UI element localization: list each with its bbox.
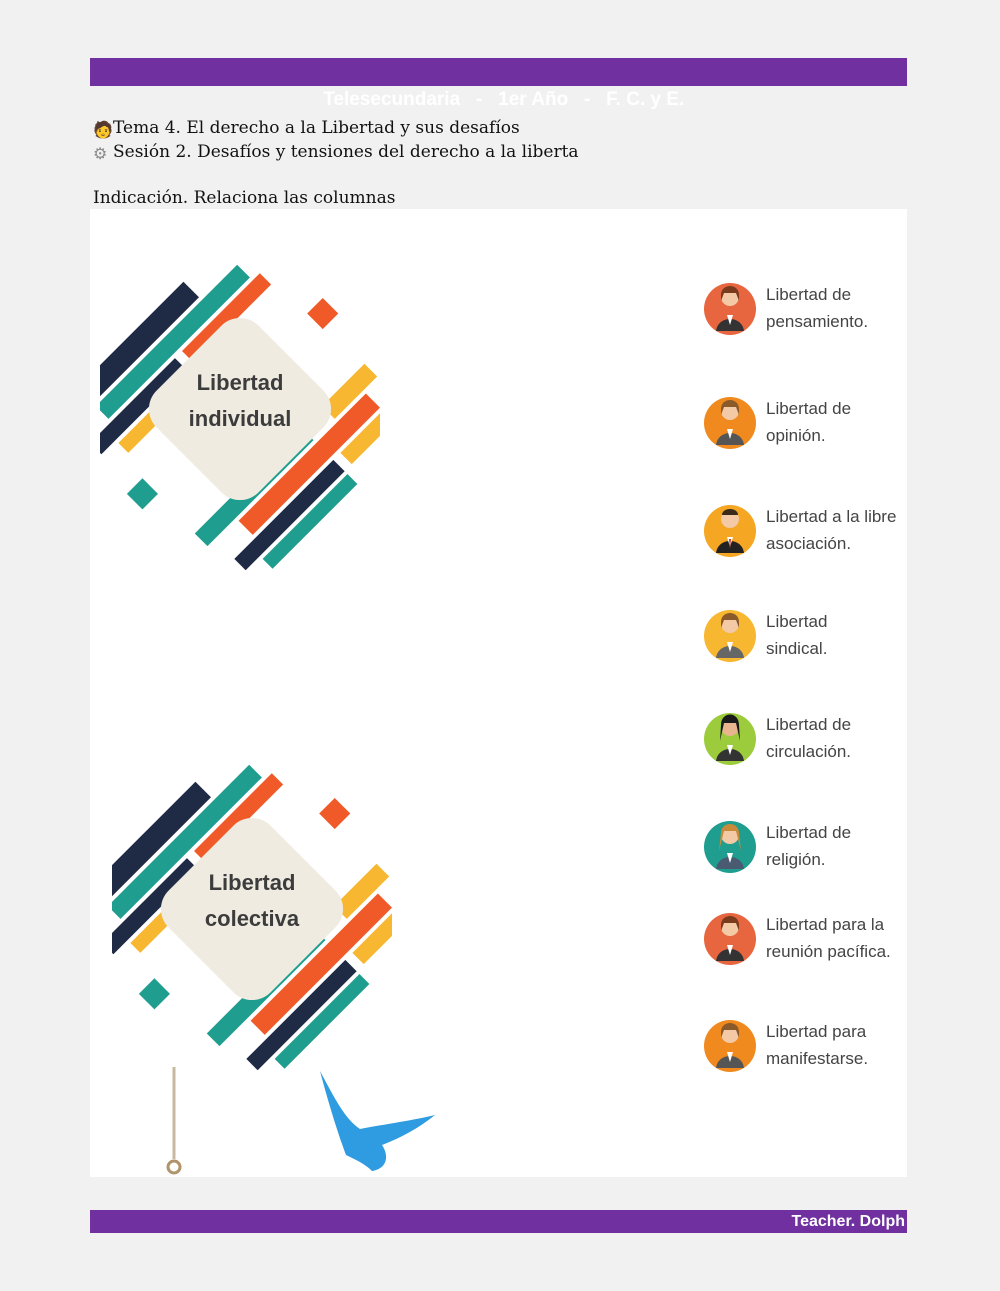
- gear-icon: ⚙: [93, 144, 108, 163]
- item-label-line1: Libertad para: [766, 1022, 867, 1041]
- dove-decoration: [150, 1059, 450, 1177]
- tema-line: [93, 118, 520, 139]
- list-item[interactable]: [702, 901, 902, 973]
- item-label-line1: Libertad a la libre: [766, 507, 897, 526]
- list-item[interactable]: [702, 385, 902, 457]
- item-label-line2: religión.: [766, 850, 826, 869]
- item-label-line2: sindical.: [766, 639, 828, 658]
- item-label-line2: manifestarse.: [766, 1049, 869, 1068]
- item-label-line1: Libertad para la: [766, 915, 885, 934]
- item-label-line2: asociación.: [766, 534, 852, 553]
- item-label: [766, 608, 906, 662]
- item-label-line1: Libertad de: [766, 715, 852, 734]
- list-item[interactable]: [702, 493, 902, 565]
- list-item[interactable]: [702, 271, 902, 343]
- avatar-icon: [702, 701, 758, 773]
- item-label-line2: pensamiento.: [766, 312, 869, 331]
- liberties-list: [702, 209, 902, 1177]
- list-item[interactable]: [702, 598, 902, 670]
- graduate-emoji-icon: 🧑: [93, 120, 113, 139]
- indicacion-text: Indicación. Relaciona las columnas: [93, 188, 396, 208]
- item-label-line1: Libertad de: [766, 285, 852, 304]
- avatar-icon: [702, 809, 758, 881]
- footer-bar: [90, 1210, 907, 1233]
- diamond-label-line1: Libertad: [208, 870, 296, 895]
- item-label-line1: Libertad de: [766, 399, 852, 418]
- item-label-line2: circulación.: [766, 742, 852, 761]
- activity-area: [90, 209, 907, 1177]
- item-label-line2: opinión.: [766, 426, 826, 445]
- diamond-label-line2: individual: [188, 406, 292, 431]
- avatar-icon: [702, 901, 758, 973]
- avatar-icon: [702, 493, 758, 565]
- tema-text: Tema 4. El derecho a la Libertad y sus desafíos: [113, 118, 520, 138]
- item-label: [766, 819, 906, 873]
- item-label-line1: Libertad: [766, 612, 828, 631]
- item-label-line2: reunión pacífica.: [766, 942, 891, 961]
- header-bar: [90, 58, 907, 110]
- item-label-line1: Libertad de: [766, 823, 852, 842]
- list-item[interactable]: [702, 1008, 902, 1080]
- header-title: Telesecundaria - 1er Año - F. C. y E.: [323, 89, 685, 110]
- diamond-colectiva[interactable]: [112, 739, 392, 1079]
- item-label: [766, 1018, 906, 1072]
- avatar-icon: [702, 271, 758, 343]
- item-label: [766, 711, 906, 765]
- item-label: [766, 911, 906, 965]
- avatar-icon: [702, 385, 758, 457]
- sesion-line: [93, 142, 579, 163]
- item-label: [766, 281, 906, 335]
- item-label: [766, 395, 906, 449]
- diamond-label-line2: colectiva: [204, 906, 300, 931]
- diamond-label-line1: Libertad: [196, 370, 284, 395]
- item-label: [766, 503, 906, 557]
- diamond-individual[interactable]: [100, 239, 380, 579]
- avatar-icon: [702, 1008, 758, 1080]
- avatar-icon: [702, 598, 758, 670]
- list-item[interactable]: [702, 701, 902, 773]
- footer-text: Teacher. Dolph: [791, 1213, 905, 1230]
- sesion-text: Sesión 2. Desafíos y tensiones del derecho a la liberta: [113, 142, 579, 162]
- list-item[interactable]: [702, 809, 902, 881]
